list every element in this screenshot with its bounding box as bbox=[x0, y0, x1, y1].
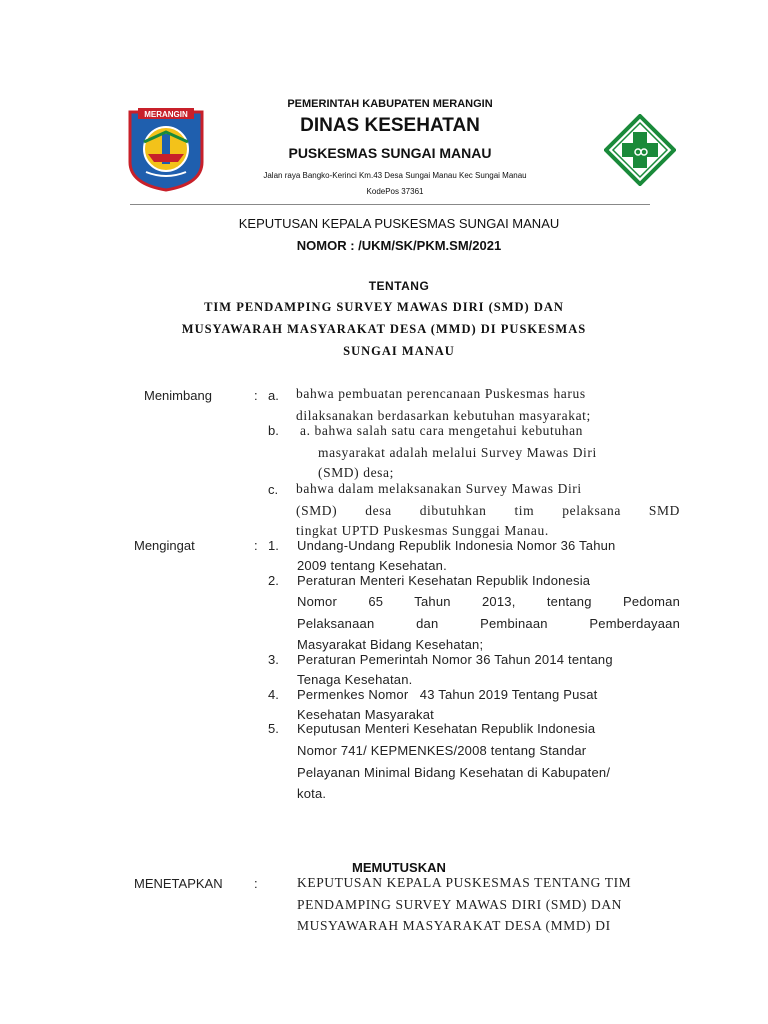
puskesmas-logo bbox=[604, 114, 676, 186]
logo-left-text: MERANGIN bbox=[144, 110, 188, 119]
menimbang-a-line-2: dilaksanakan berdasarkan kebutuhan masyarakat; bbox=[296, 408, 591, 423]
header-postcode: KodePos 37361 bbox=[366, 187, 424, 196]
mengingat-item-5-marker: 5. bbox=[268, 721, 279, 736]
subject-line-1: TIM PENDAMPING SURVEY MAWAS DIRI (SMD) DAN bbox=[204, 300, 564, 314]
menetapkan-label: MENETAPKAN bbox=[134, 876, 223, 891]
menimbang-c-line-1: bahwa dalam melaksanakan Survey Mawas Diri bbox=[296, 481, 582, 496]
mengingat-item-3-line-1: Peraturan Pemerintah Nomor 36 Tahun 2014 tentang bbox=[297, 652, 613, 667]
menimbang-c-marker: c. bbox=[268, 482, 279, 497]
menimbang-b-line-3: (SMD) desa; bbox=[318, 465, 394, 480]
menetapkan-line-1: KEPUTUSAN KEPALA PUSKESMAS TENTANG TIM bbox=[297, 875, 632, 890]
menimbang-c-line-3: tingkat UPTD Puskesmas Sunggai Manau. bbox=[296, 523, 549, 538]
menimbang-a-line-1: bahwa pembuatan perencanaan Puskesmas harus bbox=[296, 386, 586, 401]
mengingat-item-1-line-1: Undang-Undang Republik Indonesia Nomor 36 Tahun bbox=[297, 538, 616, 553]
mengingat-label: Mengingat bbox=[134, 538, 195, 553]
menimbang-c-line-2: (SMD) desa dibutuhkan tim pelaksana SMD bbox=[296, 503, 680, 518]
letterhead-divider bbox=[130, 204, 650, 205]
mengingat-item-5-line-3: Pelayanan Minimal Bidang Kesehatan di Kabupaten/ bbox=[297, 765, 611, 780]
menimbang-label: Menimbang bbox=[144, 388, 212, 403]
decree-title: KEPUTUSAN KEPALA PUSKESMAS SUNGAI MANAU bbox=[238, 216, 560, 231]
menetapkan-line-3: MUSYAWARAH MASYARAKAT DESA (MMD) DI bbox=[297, 918, 611, 933]
header-agency: DINAS KESEHATAN bbox=[300, 115, 480, 136]
mengingat-item-2-line-2: Nomor 65 Tahun 2013, tentang Pedoman bbox=[297, 594, 680, 609]
mengingat-item-3-marker: 3. bbox=[268, 652, 279, 667]
mengingat-item-5-line-1: Keputusan Menteri Kesehatan Republik Indonesia bbox=[297, 721, 596, 736]
header-address: Jalan raya Bangko-Kerinci Km.43 Desa Sungai Manau Kec Sungai Manau bbox=[263, 171, 527, 180]
mengingat-item-2-line-4: Masyarakat Bidang Kesehatan; bbox=[297, 637, 484, 652]
memutuskan-heading: MEMUTUSKAN bbox=[352, 860, 446, 875]
mengingat-item-4-line-1: Permenkes Nomor 43 Tahun 2019 Tentang Pusat bbox=[297, 687, 598, 702]
decree-number: NOMOR : /UKM/SK/PKM.SM/2021 bbox=[296, 238, 502, 253]
mengingat-item-4-line-2: Kesehatan Masyarakat bbox=[297, 707, 434, 722]
mengingat-item-2-line-1: Peraturan Menteri Kesehatan Republik Indonesia bbox=[297, 573, 591, 588]
mengingat-colon: : bbox=[254, 538, 258, 553]
menimbang-b-line-2: masyarakat adalah melalui Survey Mawas Diri bbox=[318, 445, 597, 460]
menetapkan-line-2: PENDAMPING SURVEY MAWAS DIRI (SMD) DAN bbox=[297, 897, 623, 912]
menimbang-b-marker: b. bbox=[268, 423, 279, 438]
subject-line-2: MUSYAWARAH MASYARAKAT DESA (MMD) DI PUSKESMAS bbox=[181, 322, 587, 336]
menimbang-b-line-1: a. bahwa salah satu cara mengetahui kebutuhan bbox=[300, 423, 584, 438]
mengingat-item-1-marker: 1. bbox=[268, 538, 279, 553]
menetapkan-colon: : bbox=[254, 876, 258, 891]
about-heading: TENTANG bbox=[368, 279, 430, 293]
mengingat-item-3-line-2: Tenaga Kesehatan. bbox=[297, 672, 413, 687]
mengingat-item-5-line-4: kota. bbox=[297, 786, 327, 801]
menimbang-a-marker: a. bbox=[268, 388, 279, 403]
header-government: PEMERINTAH KABUPATEN MERANGIN bbox=[287, 98, 493, 110]
mengingat-item-2-marker: 2. bbox=[268, 573, 279, 588]
mengingat-item-4-marker: 4. bbox=[268, 687, 279, 702]
mengingat-item-1-line-2: 2009 tentang Kesehatan. bbox=[297, 558, 447, 573]
header-unit: PUSKESMAS SUNGAI MANAU bbox=[288, 145, 492, 161]
mengingat-item-5-line-2: Nomor 741/ KEPMENKES/2008 tentang Standar bbox=[297, 743, 587, 758]
mengingat-item-2-line-3: Pelaksanaan dan Pembinaan Pemberdayaan bbox=[297, 616, 680, 631]
subject-line-3: SUNGAI MANAU bbox=[343, 344, 455, 358]
menimbang-colon: : bbox=[254, 388, 258, 403]
